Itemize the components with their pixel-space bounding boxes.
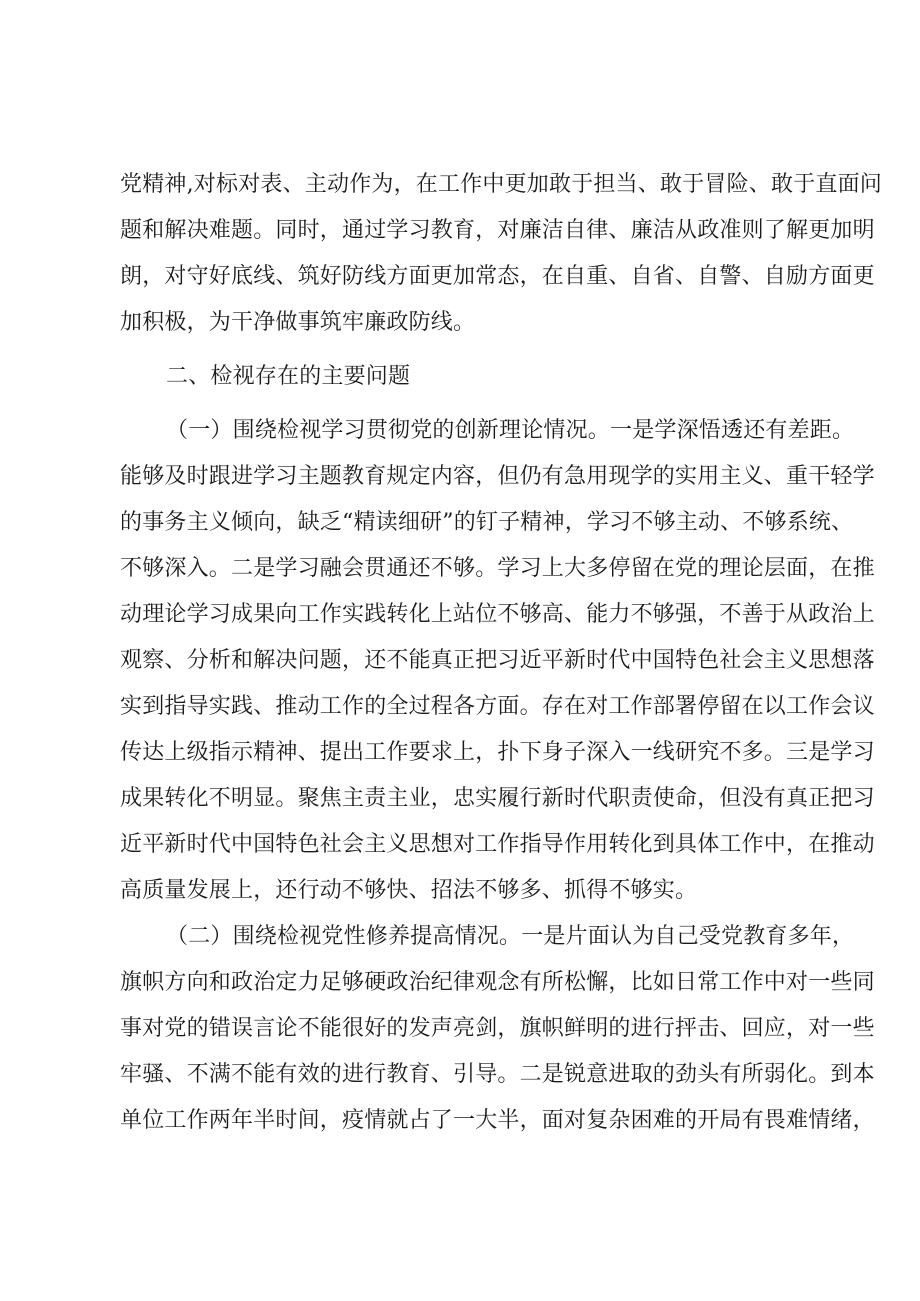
body-text-line: 传达上级指示精神、提出工作要求上，扑下身子深入一线研究不多。三是学习 — [120, 740, 875, 765]
body-text-line: 单位工作两年半时间，疫情就占了一大半，面对复杂困难的开局有畏难情绪， — [120, 1108, 875, 1133]
body-text-line: 高质量发展上，还行动不够快、招法不够多、抓得不够实。 — [120, 878, 698, 903]
body-text-line: 近平新时代中国特色社会主义思想对工作指导作用转化到具体工作中，在推动 — [120, 832, 875, 857]
body-text-line: 朗，对守好底线、筑好防线方面更加常态，在自重、自省、自警、自励方面更 — [120, 264, 875, 289]
body-text-line: 加积极，为干净做事筑牢廉政防线。 — [120, 310, 476, 335]
body-text-line: 牢骚、不满不能有效的进行教育、引导。二是锐意进取的劲头有所弱化。到本 — [120, 1062, 875, 1087]
body-text-line: 实到指导实践、推动工作的全过程各方面。存在对工作部署停留在以工作会议 — [120, 694, 875, 719]
body-text-line: 的事务主义倾向，缺乏“精读细研”的钉子精神，学习不够主动、不够系统、 — [120, 510, 854, 535]
body-text-line: 不够深入。二是学习融会贯通还不够。学习上大多停留在党的理论层面，在推 — [120, 556, 875, 581]
body-text-line: 动理论学习成果向工作实践转化上站位不够高、能力不够强，不善于从政治上 — [120, 602, 875, 627]
body-text-line: 党精神,对标对表、主动作为，在工作中更加敢于担当、敢于冒险、敢于直面问 — [120, 172, 882, 197]
body-text-line: 成果转化不明显。聚焦主责主业，忠实履行新时代职责使命，但没有真正把习 — [120, 786, 875, 811]
body-text-line: 观察、分析和解决问题，还不能真正把习近平新时代中国特色社会主义思想落 — [120, 648, 875, 673]
paragraph-first-line: （二）围绕检视党性修养提高情况。一是片面认为自己受党教育多年， — [166, 924, 855, 949]
body-text-line: 事对党的错误言论不能很好的发声亮剑，旗帜鲜明的进行抨击、回应，对一些 — [120, 1016, 875, 1041]
body-text-line: 旗帜方向和政治定力足够硬政治纪律观念有所松懈，比如日常工作中对一些同 — [120, 970, 875, 995]
section-heading: 二、检视存在的主要问题 — [166, 364, 411, 389]
paragraph-first-line: （一）围绕检视学习贯彻党的创新理论情况。一是学深悟透还有差距。 — [166, 418, 855, 443]
body-text-line: 能够及时跟进学习主题教育规定内容，但仍有急用现学的实用主义、重干轻学 — [120, 464, 875, 489]
body-text-line: 题和解决难题。同时，通过学习教育，对廉洁自律、廉洁从政准则了解更加明 — [120, 218, 875, 243]
